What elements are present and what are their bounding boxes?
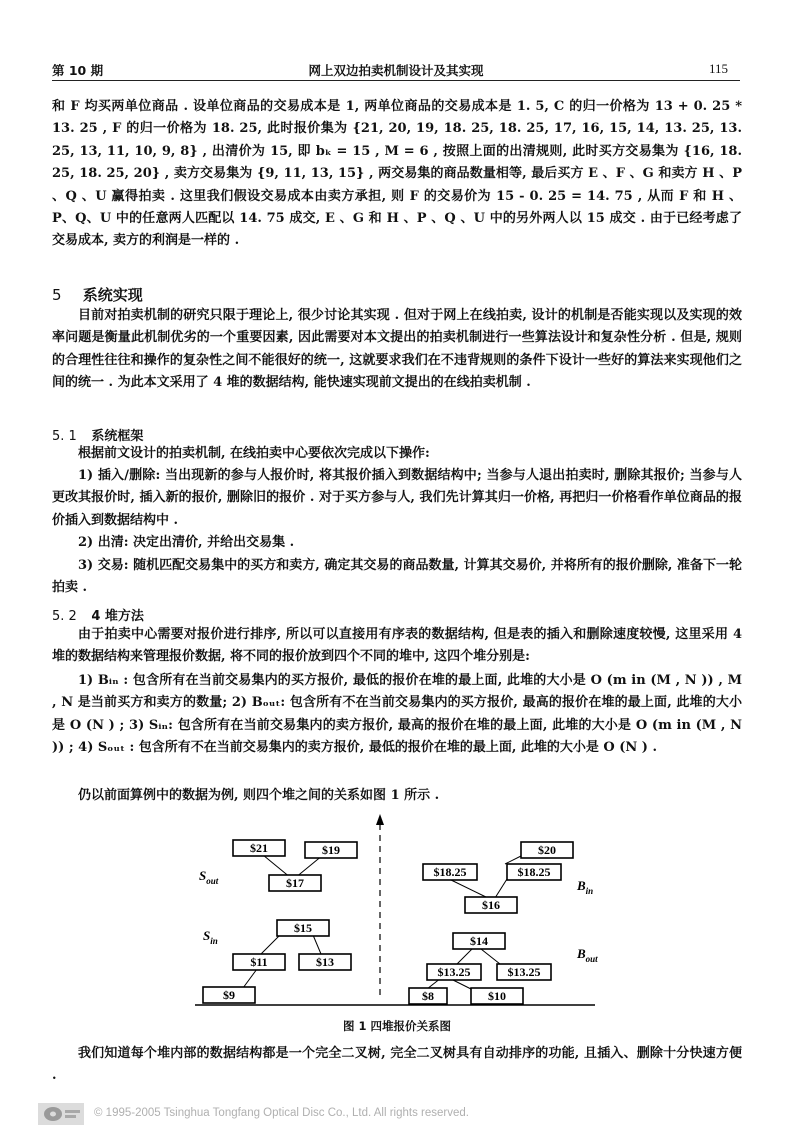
list-item-trade: 3) 交易: 随机匹配交易集中的买方和卖方, 确定其交易的商品数量, 计算其交易价, 并将所有的报价删除, 准备下一轮拍卖 . <box>52 558 742 596</box>
heap-node: $18.25 <box>433 865 467 879</box>
heap-label-b-in: $B_{in}$ <box>577 878 594 896</box>
heap-label-b-out: $B_{out}$ <box>577 946 598 964</box>
heap-node: $20 <box>538 843 556 857</box>
paragraph-intro: 目前对拍卖机制的研究只限于理论上, 很少讨论其实现 . 但对于网上在线拍卖, 设计的机制是否能实现以及实现的效率问题是衡量此机制优劣的一个重要因素, 因此需要对本文提出的拍卖机制进行一些算法设计和复杂性分析 . 但是, 规则的合理性往往和操作的复杂性之间不能很好的统一, 这就要求我们在不违背规则的条件下设计一些好的算法来实现他们之间的统一 . 为此本文采用了 4 堆的数据结构, 能快速实现前文提出的在线拍卖机制 . <box>52 308 742 391</box>
section-heading <box>52 284 143 305</box>
heap-label-s-out: $S_{out}$ <box>199 868 219 886</box>
heap-node: $8 <box>422 989 434 1003</box>
heap-label-s-in: $S_{in}$ <box>203 928 218 946</box>
running-header <box>52 57 740 81</box>
heap-node: $13.25 <box>437 965 471 979</box>
heap-node: $18.25 <box>517 865 551 879</box>
subsection-title: 系统框架 <box>91 429 144 444</box>
issue-number: 第 10 期 <box>52 63 104 78</box>
page-number: 115 <box>708 61 728 76</box>
subsection-number: 5. 1 <box>52 429 77 444</box>
heap-node: $15 <box>294 921 312 935</box>
section-title: 系统实现 <box>82 286 143 304</box>
heap-node: $19 <box>322 843 340 857</box>
section-number: 5 <box>52 286 62 304</box>
list-item-insert: 1) 插入/删除: 当出现新的参与人报价时, 将其报价插入到数据结构中; 当参与人退出拍卖时, 删除其报价; 当参与人更改其报价时, 插入新的报价, 删除旧的报价 . 对于买方参与人, 我们先计算其归一价格, 再把归一价格看作单位商品的报价插入到数据结构中 . <box>52 468 742 528</box>
footer <box>38 1103 738 1125</box>
paragraph-example: 和 F 均买两单位商品 . 设单位商品的交易成本是 1, 两单位商品的交易成本是 1. 5, C 的归一价格为 13 + 0. 25 * 13. 25 , F 的归一价格为 18. 25, 此时报价集为 {21, 20, 19, 18. 25, 18. 25, 17, 16, 15, 14, 13. 25, 13. 25, 13, 11, 10, 9, 8} , 出清价为 15, 即 bₖ = 15 , M = 6 , 按照上面的出清规则, 此时买方交易集为 {16, 18. 25, 18. 25, 20} , 卖方交易集为 {9, 11, 13, 15} , 两交易集的商品数量相等, 最后买方 E 、F 、G 和卖方 H 、P 、Q 、U 赢得拍卖 . 这里我们假设交易成本由卖方承担, 则 F 的交易价为 15 - 0. 25 = 14. 75 , 从而 F 和 H 、P、Q、U 中的任意两人匹配以 14. 75 成交, E 、G 和 H 、P 、Q 、U 中的另外两人以 15 成交 . 由于已经考虑了交易成本, 卖方的利润是一样的 . <box>52 99 742 249</box>
subsection-heading-5-1 <box>52 425 143 444</box>
list-item-clear: 2) 出清: 决定出清价, 并给出交易集 . <box>78 535 295 550</box>
paragraph-figure-reference: 仍以前面算例中的数据为例, 则四个堆之间的关系如图 1 所示 . <box>78 788 440 803</box>
subsection-heading-5-2 <box>52 605 144 624</box>
copyright-text: © 1995-2005 Tsinghua Tongfang Optical Disc Co., Ltd. All rights reserved. <box>94 1107 469 1119</box>
heap-node: $13 <box>316 955 334 969</box>
four-heap-figure <box>195 812 598 1012</box>
heap-node: $9 <box>223 988 235 1002</box>
publisher-logo-icon <box>38 1103 84 1125</box>
figure-caption: 图 1 四堆报价关系图 <box>342 1019 451 1033</box>
heap-node: $17 <box>286 876 304 890</box>
arrow-up-icon <box>376 814 384 825</box>
subsection-number: 5. 2 <box>52 609 77 624</box>
paragraph-binary-tree: 我们知道每个堆内部的数据结构都是一个完全二叉树, 完全二叉树具有自动排序的功能, 且插入、删除十分快速方便 . <box>52 1046 742 1084</box>
heap-node: $14 <box>470 934 488 948</box>
paragraph-heap-definitions: 1) Bᵢₙ : 包含所有在当前交易集内的买方报价, 最低的报价在堆的最上面, 此堆的大小是 O (m in (M , N )) , M , N 是当前买方和卖方的数量; 2) Bₒᵤₜ: 包含所有不在当前交易集内的买方报价, 最高的报价在堆的最上面, 此堆的大小是 O (N ) ; 3) Sᵢₙ: 包含所有在当前交易集内的卖方报价, 最高的报价在堆的最上面, 此堆的大小是 O (m in (M , N )) ; 4) Sₒᵤₜ : 包含所有不在当前交易集内的卖方报价, 最低的报价在堆的最上面, 此堆的大小是 O (N ) . <box>52 673 742 756</box>
header-rule <box>52 80 740 81</box>
heap-node: $16 <box>482 898 500 912</box>
heap-node: $11 <box>250 955 268 969</box>
paragraph-operations: 根据前文设计的拍卖机制, 在线拍卖中心要依次完成以下操作: <box>78 446 430 461</box>
running-title: 网上双边拍卖机制设计及其实现 <box>308 63 484 78</box>
subsection-title: 4 堆方法 <box>91 609 144 624</box>
heap-node: $21 <box>250 841 268 855</box>
heap-node: $13.25 <box>507 965 541 979</box>
paragraph-heap-method: 由于拍卖中心需要对报价进行排序, 所以可以直接用有序表的数据结构, 但是表的插入和删除速度较慢, 这里采用 4 堆的数据结构来管理报价数据, 将不同的报价放到四个不同的堆中, 这四个堆分别是: <box>52 627 742 665</box>
heap-node: $10 <box>488 989 506 1003</box>
